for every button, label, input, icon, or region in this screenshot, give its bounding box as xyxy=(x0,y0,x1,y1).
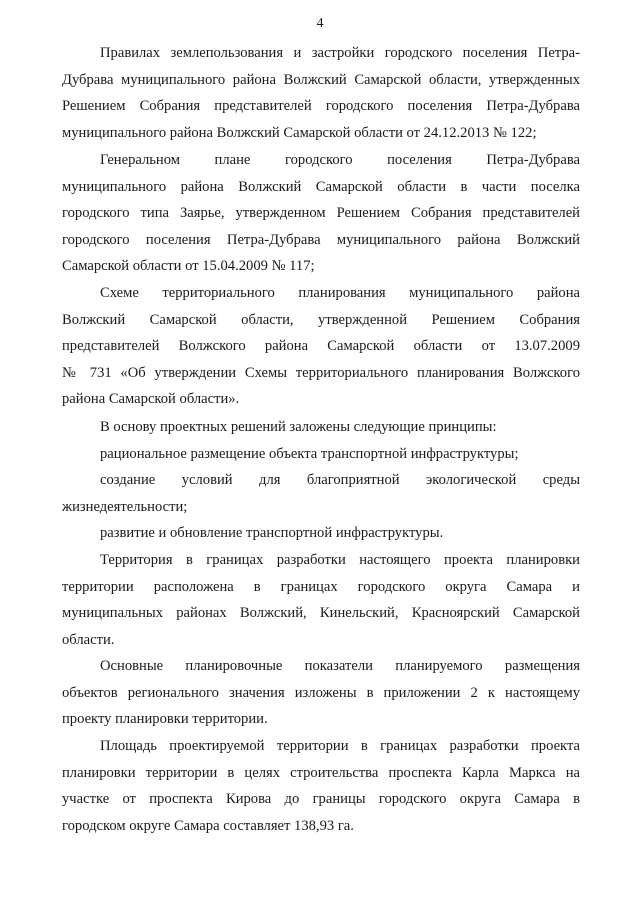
paragraph-territorial-scheme xyxy=(62,280,580,413)
paragraph-rules xyxy=(62,40,580,146)
page-number: 4 xyxy=(316,16,324,31)
list-item-conditions xyxy=(62,467,580,520)
text-line: Территория в границах разработки настоящего проекта планировки xyxy=(100,552,580,568)
text-line: Площадь проектируемой территории в границах разработки проекта xyxy=(100,738,580,754)
text-line: развитие и обновление транспортной инфраструктуры. xyxy=(100,525,444,541)
text-line: городского поселения Петра-Дубрава муниципального района Волжский xyxy=(62,231,580,248)
text-line: планировки территории в целях строительства проспекта Карла Маркса на xyxy=(62,764,580,781)
text-line: представителей Волжского района Самарской области от 13.07.2009 xyxy=(62,338,580,354)
paragraph-area xyxy=(62,733,580,839)
text-line: муниципальных районах Волжский, Кинельский, Красноярский Самарской xyxy=(62,605,580,621)
text-line: объектов регионального значения изложены в приложении 2 к настоящему xyxy=(62,684,580,701)
paragraph-territory xyxy=(62,547,580,653)
text-line: создание условий для благоприятной экологической среды xyxy=(100,472,580,488)
list-item-development xyxy=(62,520,580,547)
text-line: городском округе Самара составляет 138,93 га. xyxy=(62,817,354,834)
text-line: проекту планировки территории. xyxy=(62,711,268,727)
text-line: территории расположена в границах городского округа Самара и xyxy=(62,578,580,595)
text-line: участке от проспекта Кирова до границы городского округа Самара в xyxy=(62,791,580,807)
text-line: городского типа Заярье, утвержденном Решением Собрания представителей xyxy=(62,205,580,221)
text-line: Дубрава муниципального района Волжский Самарской области, утвержденных xyxy=(62,71,580,88)
text-line: области. xyxy=(62,631,115,648)
text-line: муниципального района Волжский Самарской области в части поселка xyxy=(62,178,580,195)
text-line: В основу проектных решений заложены следующие принципы: xyxy=(100,419,497,435)
text-line: района Самарской области». xyxy=(62,391,240,407)
paragraph-indicators xyxy=(62,653,580,733)
paragraph-principles-intro xyxy=(62,414,580,441)
text-line: Схеме территориального планирования муниципального района xyxy=(100,285,580,301)
text-line: Правилах землепользования и застройки городского поселения Петра- xyxy=(100,45,580,61)
text-line: Решением Собрания представителей городского поселения Петра-Дубрава xyxy=(62,98,580,114)
text-line: Самарской области от 15.04.2009 № 117; xyxy=(62,258,315,274)
text-line: жизнедеятельности; xyxy=(62,498,188,515)
paragraph-general-plan xyxy=(62,147,580,280)
text-line: Волжский Самарской области, утвержденной Решением Собрания xyxy=(62,311,580,328)
text-line: Основные планировочные показатели планируемого размещения xyxy=(100,658,580,674)
text-line: № 731 «Об утверждении Схемы территориального планирования Волжского xyxy=(62,364,580,381)
text-line: муниципального района Волжский Самарской области от 24.12.2013 № 122; xyxy=(62,124,537,141)
text-line: Генеральном плане городского поселения Петра-Дубрава xyxy=(100,152,580,168)
list-item-placement xyxy=(62,441,580,468)
text-line: рациональное размещение объекта транспортной инфраструктуры; xyxy=(100,446,519,462)
